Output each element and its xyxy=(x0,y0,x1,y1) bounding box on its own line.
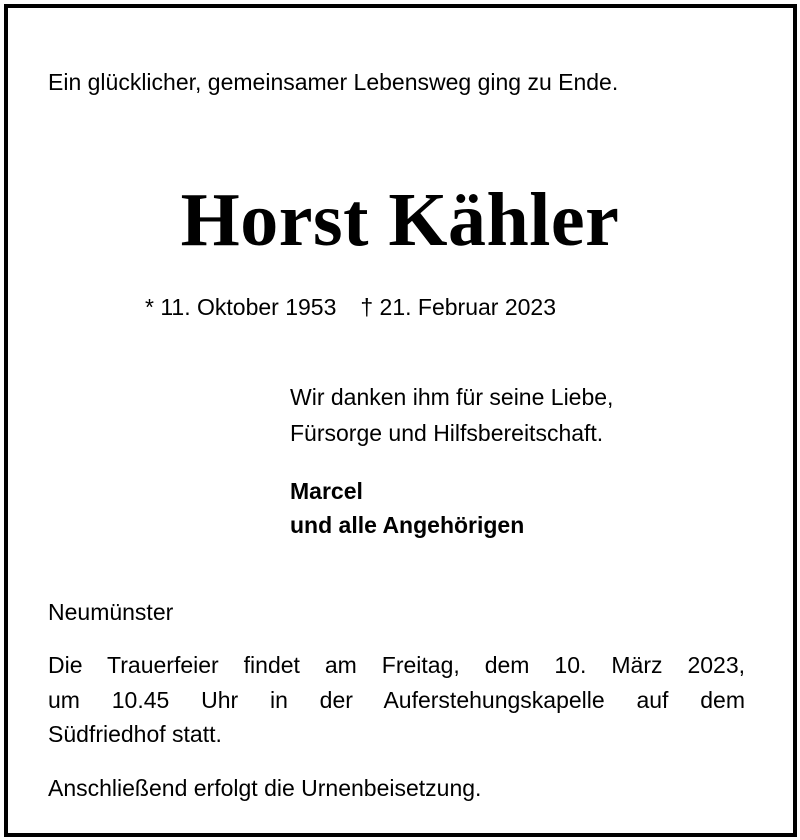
funeral-line-3: Südfriedhof statt. xyxy=(48,721,222,747)
opening-line: Ein glücklicher, gemeinsamer Lebensweg ging zu Ende. xyxy=(48,69,619,95)
thanks-line-1: Wir danken ihm für seine Liebe, xyxy=(290,384,614,410)
deceased-name: Horst Kähler xyxy=(180,178,620,262)
death-date: † 21. Februar 2023 xyxy=(360,294,557,320)
funeral-line-2-text: um 10.45 Uhr in der Auferstehungskapelle auf dem xyxy=(48,687,745,713)
place-name: Neumünster xyxy=(48,599,174,625)
urn-burial-line: Anschließend erfolgt die Urnenbeisetzung. xyxy=(48,775,482,801)
funeral-line-2 xyxy=(48,687,745,714)
life-dates xyxy=(145,294,556,321)
birth-date: * 11. Oktober 1953 xyxy=(145,294,337,320)
signatory-family: und alle Angehörigen xyxy=(290,512,525,538)
thanks-line-2: Fürsorge und Hilfsbereitschaft. xyxy=(290,420,604,446)
signatory-primary: Marcel xyxy=(290,478,363,504)
funeral-line-1-text: Die Trauerfeier findet am Freitag, dem 10. März 2023, xyxy=(48,652,745,678)
funeral-line-1 xyxy=(48,652,745,679)
